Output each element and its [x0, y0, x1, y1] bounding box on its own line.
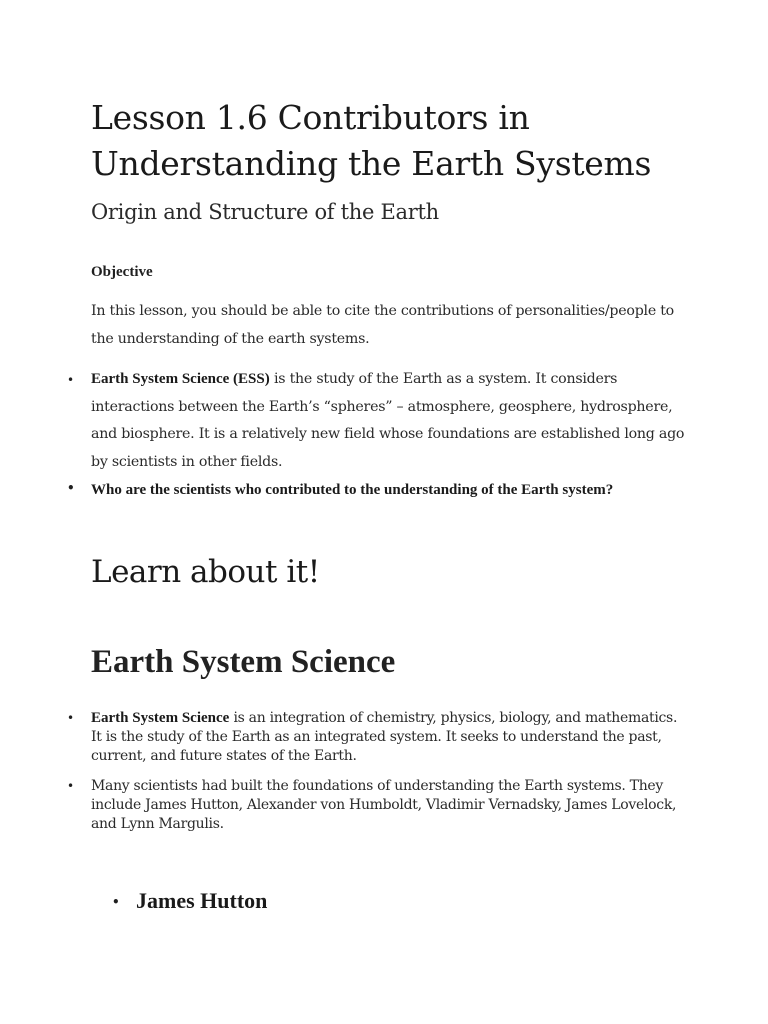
- section-heading-ess: Earth System Science: [91, 644, 396, 680]
- list-item-ess-integration: [91, 709, 691, 767]
- ess-bullet-list: [91, 709, 691, 844]
- list-item-ess-definition: [91, 366, 691, 476]
- lesson-subtitle: Origin and Structure of the Earth: [91, 200, 439, 224]
- scientist-heading-james-hutton: • James Hutton: [136, 887, 536, 915]
- ess-integration-term: Earth System Science: [91, 710, 230, 726]
- objective-text: In this lesson, you should be able to cite the contributions of personalities/people to the understanding of the earth systems.: [91, 303, 674, 347]
- list-item-guiding-question: • Who are the scientists who contributed to the understanding of the Earth system?: [91, 480, 691, 500]
- ess-definition-text: is the study of the Earth as a system. It considers interactions between the Earth’s “spheres” – atmosphere, geosphere, hydrosphere, and biosphere. It is a relatively new field whose foundations are established long ago by scientists in other fields.: [91, 371, 685, 470]
- list-item-scientists: • Many scientists had built the foundations of understanding the Earth systems. They include James Hutton, Alexander von Humboldt, Vladimir Vernadsky, James Lovelock, and Lynn Margulis.: [91, 777, 691, 835]
- intro-bullet-list: [91, 366, 691, 500]
- ess-integration-text: is an integration of chemistry, physics, biology, and mathematics. It is the study of the Earth as an integrated system. It seeks to understand the past, current, and future states of the Earth.: [91, 710, 678, 765]
- learn-about-it-heading: Learn about it!: [91, 554, 320, 590]
- lesson-title: Lesson 1.6 Contributors in Understanding the Earth Systems: [91, 98, 652, 183]
- ess-term: Earth System Science (ESS): [91, 371, 270, 387]
- scientist-list: [136, 887, 536, 915]
- objective-label: Objective: [91, 264, 153, 280]
